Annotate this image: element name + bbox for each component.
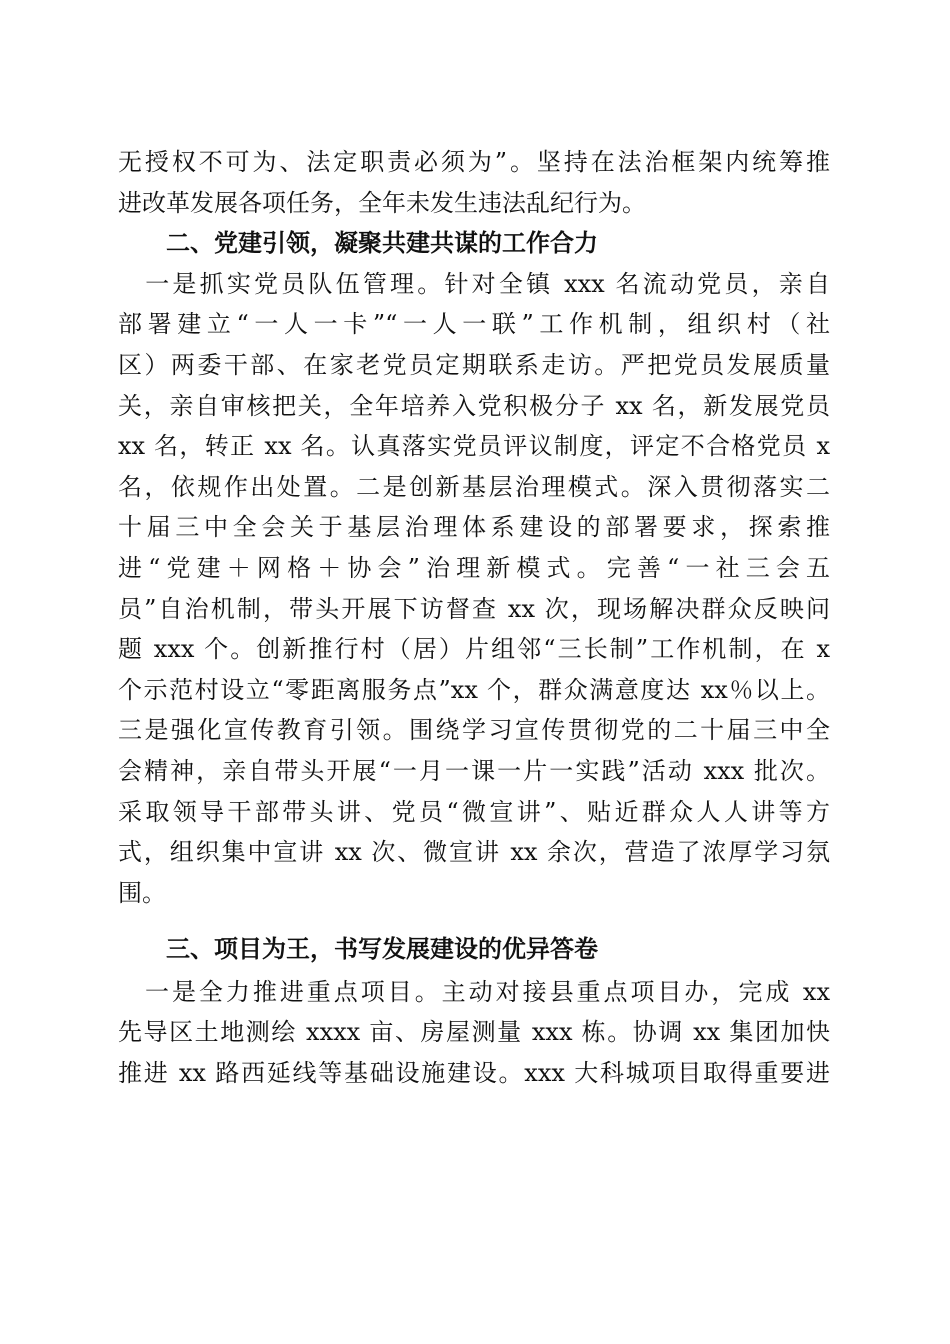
- document-page: [118, 142, 830, 1094]
- text-line: 一是全力推进重点项目。主动对接县重点项目办，完成 xx: [118, 977, 830, 1006]
- text-line: 推进 xx 路西延线等基础设施建设。xxx 大科城项目取得重要进: [118, 1059, 830, 1088]
- text-line: 会精神，亲自带头开展“一月一课一片一实践”活动 xxx 批次。: [118, 756, 830, 785]
- text-line: 先导区土地测绘 xxxx 亩、房屋测量 xxx 栋。协调 xx 集团加快: [118, 1018, 830, 1047]
- paragraph-party-building: [118, 264, 830, 914]
- paragraph-legal: [118, 142, 830, 223]
- text-line: 关，亲自审核把关，全年培养入党积极分子 xx 名，新发展党员: [118, 391, 830, 420]
- text-line: 部署建立“一人一卡”“一人一联”工作机制，组织村（社: [118, 310, 830, 339]
- text-line: 采取领导干部带头讲、党员“微宣讲”、贴近群众人人讲等方: [118, 797, 830, 826]
- text-line: 一是抓实党员队伍管理。针对全镇 xxx 名流动党员，亲自: [118, 269, 830, 298]
- paragraph-projects: [118, 972, 830, 1094]
- text-line: 进改革发展各项任务，全年未发生违法乱纪行为。: [118, 188, 646, 217]
- text-line: 区）两委干部、在家老党员定期联系走访。严把党员发展质量: [118, 350, 830, 379]
- text-line: 名，依规作出处置。二是创新基层治理模式。深入贯彻落实二: [118, 472, 830, 501]
- section-heading-projects: 三、项目为王，书写发展建设的优异答卷: [166, 935, 598, 964]
- text-line: 员”自治机制，带头开展下访督查 xx 次，现场解决群众反映问: [118, 594, 830, 623]
- text-line: xx 名，转正 xx 名。认真落实党员评议制度，评定不合格党员 x: [118, 432, 830, 461]
- text-line: 个示范村设立“零距离服务点”xx 个，群众满意度达 xx％以上。: [118, 675, 830, 704]
- text-line: 进“党建＋网格＋协会”治理新模式。完善“一社三会五: [118, 553, 830, 582]
- text-line: 无授权不可为、法定职责必须为”。坚持在法治框架内统筹推: [118, 148, 830, 176]
- section-heading-party-building: 二、党建引领，凝聚共建共谋的工作合力: [166, 229, 598, 258]
- text-line: 题 xxx 个。创新推行村（居）片组邻“三长制”工作机制，在 x: [118, 635, 830, 664]
- text-line: 三是强化宣传教育引领。围绕学习宣传贯彻党的二十届三中全: [118, 716, 830, 745]
- text-line: 围。: [118, 878, 166, 907]
- text-line: 式，组织集中宣讲 xx 次、微宣讲 xx 余次，营造了浓厚学习氛: [118, 838, 830, 867]
- text-line: 十届三中全会关于基层治理体系建设的部署要求，探索推: [118, 513, 830, 542]
